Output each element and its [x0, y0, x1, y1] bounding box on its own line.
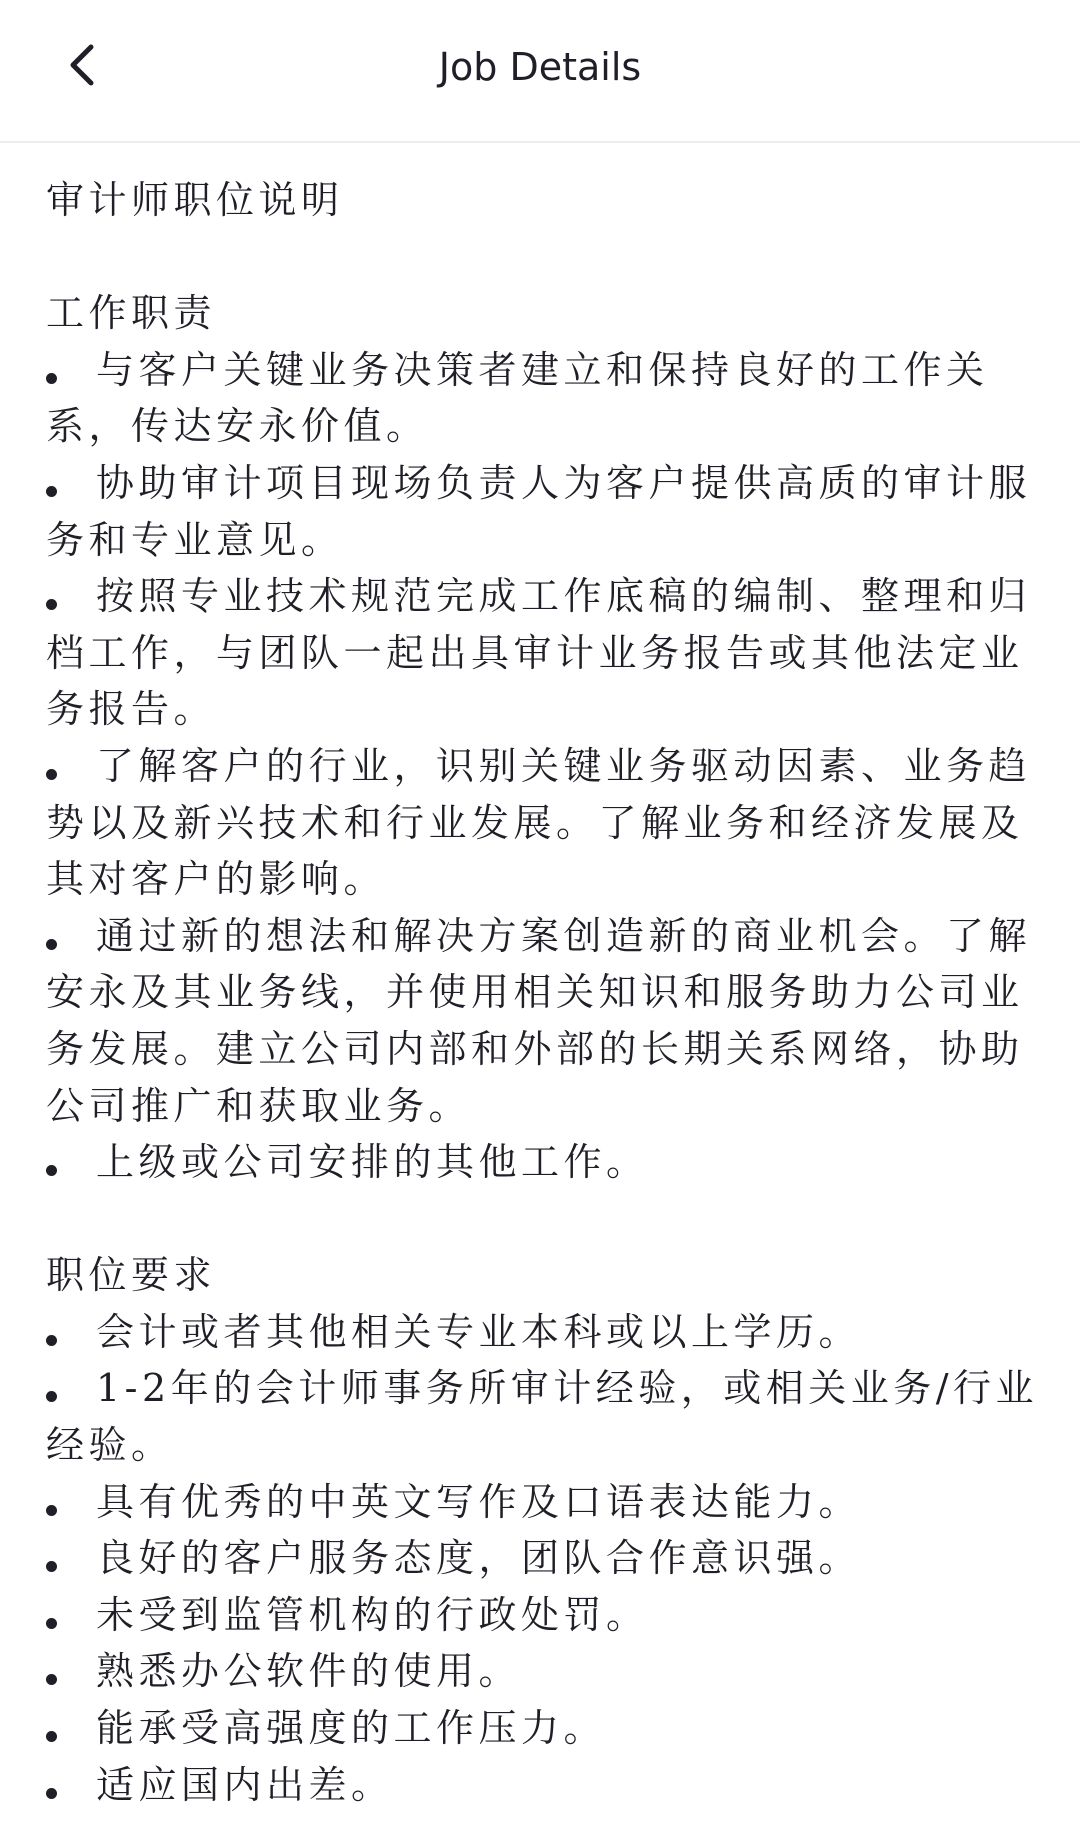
list-item: 会计或者其他相关专业本科或以上学历。 [96, 1309, 862, 1354]
list-item: 1-2年的会计师事务所审计经验，或相关业务/行业经验。 [46, 1366, 1038, 1468]
list-item: 适应国内出差。 [96, 1762, 394, 1807]
list-item: 熟悉办公软件的使用。 [96, 1649, 522, 1694]
list-item: 协助审计项目现场负责人为客户提供高质的审计服务和专业意见。 [46, 460, 1032, 562]
list-item: 良好的客户服务态度，团队合作意识强。 [96, 1536, 862, 1581]
list-item: 与客户关键业务决策者建立和保持良好的工作关系，传达安永价值。 [46, 347, 989, 449]
list-item: 上级或公司安排的其他工作。 [96, 1140, 649, 1185]
job-title: 审计师职位说明 [46, 178, 344, 222]
list-item: 了解客户的行业，识别关键业务驱动因素、业务趋势以及新兴技术和行业发展。了解业务和经济发展及其对客户的影响。 [46, 743, 1032, 902]
page-title: Job Details [438, 45, 642, 89]
list-item: 通过新的想法和解决方案创造新的商业机会。了解安永及其业务线，并使用相关知识和服务助力公司业务发展。建立公司内部和外部的长期关系网络，协助公司推广和获取业务。 [46, 913, 1032, 1128]
top-nav-bar [0, 0, 1080, 143]
list-item: 具有优秀的中英文写作及口语表达能力。 [96, 1479, 862, 1524]
requirements-heading: 职位要求 [46, 1253, 217, 1298]
list-item: 能承受高强度的工作压力。 [96, 1706, 607, 1751]
list-item: 未受到监管机构的行政处罚。 [96, 1592, 649, 1637]
responsibilities-heading: 工作职责 [46, 291, 217, 336]
job-description [46, 172, 1046, 1813]
list-item: 按照专业技术规范完成工作底稿的编制、整理和归档工作，与团队一起出具审计业务报告或其他法定业务报告。 [46, 574, 1032, 732]
